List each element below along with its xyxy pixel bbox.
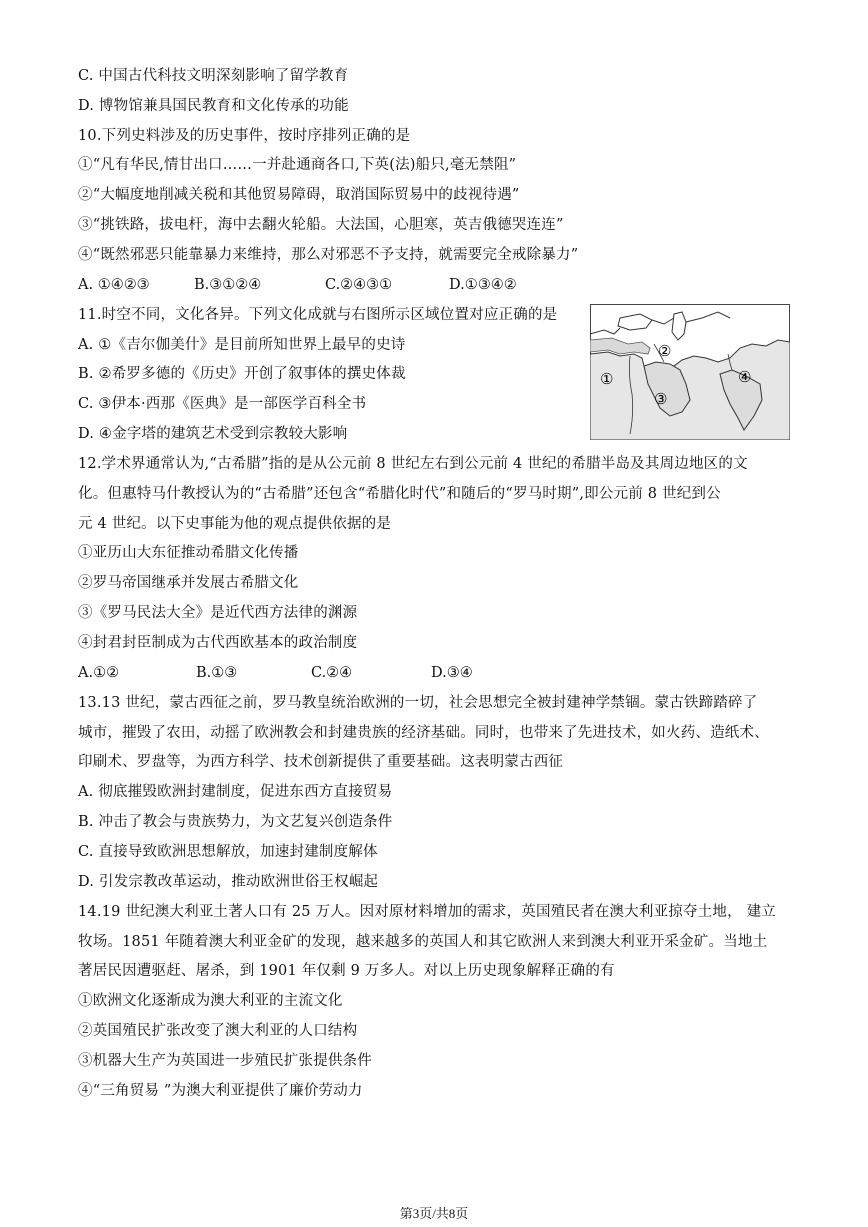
q13-option-a: A. 彻底摧毁欧洲封建制度，促进东西方直接贸易 xyxy=(78,784,393,800)
q14-item-2: ②英国殖民扩张改变了澳大利亚的人口结构 xyxy=(78,1023,358,1039)
map-label-3: ③ xyxy=(654,390,668,408)
q14-item-3: ③机器大生产为英国进一步殖民扩张提供条件 xyxy=(78,1053,372,1069)
q14-stem-line-3: 著居民因遭驱赶、屠杀，到 1901 年仅剩 9 万多人。对以上历史现象解释正确的有 xyxy=(78,963,615,979)
q14-item-1: ①欧洲文化逐渐成为澳大利亚的主流文化 xyxy=(78,993,343,1009)
q12-options xyxy=(78,663,473,683)
q12-stem-line-1: 12.学术界通常认为,“古希腊”指的是从公元前 8 世纪左右到公元前 4 世纪的希腊半岛及其周边地区的文 xyxy=(78,456,748,472)
q12-item-2: ②罗马帝国继承并发展古希腊文化 xyxy=(78,575,299,591)
q10-option-b: B.③①②④ xyxy=(194,277,262,293)
page-footer: 第3页/共8页 xyxy=(399,1206,469,1221)
q12-item-1: ①亚历山大东征推动希腊文化传播 xyxy=(78,545,299,561)
q11-stem: 11.时空不同，文化各异。下列文化成就与右图所示区域位置对应正确的是 xyxy=(78,307,558,323)
q10-source-4: ④“既然邪恶只能靠暴力来维持，那么对邪恶不予支持，就需要完全戒除暴力” xyxy=(78,247,579,263)
q14-item-4: ④“三角贸易 ”为澳大利亚提供了廉价劳动力 xyxy=(78,1083,363,1099)
q10-source-1: ①“凡有华民,情甘出口……一并赴通商各口,下英(法)船只,毫无禁阻” xyxy=(78,157,517,173)
q12-option-a: A.①② xyxy=(78,665,120,681)
q11-option-c: C. ③伊本·西那《医典》是一部医学百科全书 xyxy=(78,396,367,412)
q10-source-2: ②“大幅度地削减关税和其他贸易障碍，取消国际贸易中的歧视待遇” xyxy=(78,187,520,203)
q12-item-3: ③《罗马民法大全》是近代西方法律的渊源 xyxy=(78,605,358,621)
map-label-4: ④ xyxy=(738,368,752,386)
map-label-1: ① xyxy=(600,370,614,388)
q13-option-b: B. 冲击了教会与贵族势力，为文艺复兴创造条件 xyxy=(78,814,393,830)
q11-option-d: D. ④金字塔的建筑艺术受到宗教较大影响 xyxy=(78,426,348,442)
region-map xyxy=(590,304,790,440)
region-map-svg xyxy=(590,304,790,440)
q11-option-b: B. ②希罗多德的《历史》开创了叙事体的撰史体裁 xyxy=(78,366,406,382)
q12-stem-line-3: 元 4 世纪。以下史事能为他的观点提供依据的是 xyxy=(78,516,392,532)
q13-stem-line-3: 印刷术、罗盘等，为西方科学、技术创新提供了重要基础。这表明蒙古西征 xyxy=(78,754,564,770)
q10-option-a: A. ①④②③ xyxy=(78,277,150,293)
q14-stem-line-2: 牧场。1851 年随着澳大利亚金矿的发现，越来越多的英国人和其它欧洲人来到澳大利亚开采金矿。当地土 xyxy=(78,934,768,950)
q12-option-b: B.①③ xyxy=(196,665,238,681)
q12-item-4: ④封君封臣制成为古代西欧基本的政治制度 xyxy=(78,635,358,651)
q9-option-d: D. 博物馆兼具国民教育和文化传承的功能 xyxy=(78,98,349,114)
q13-option-d: D. 引发宗教改革运动，推动欧洲世俗王权崛起 xyxy=(78,874,379,890)
q13-stem-line-2: 城市，摧毁了农田，动摇了欧洲教会和封建贵族的经济基础。同时，也带来了先进技术，如火药、造纸术、 xyxy=(78,725,769,741)
q11-option-a: A. ①《吉尔伽美什》是目前所知世界上最早的史诗 xyxy=(78,337,406,353)
q10-source-3: ③“挑铁路，拔电杆，海中去翻火轮船。大法国，心胆寒，英吉俄德哭连连” xyxy=(78,217,564,233)
q10-stem: 10.下列史料涉及的历史事件，按时序排列正确的是 xyxy=(78,128,411,144)
q12-stem-line-2: 化。但惠特马什教授认为的“古希腊”还包含“希腊化时代”和随后的“罗马时期”,即公元前 8 世纪到公 xyxy=(78,486,721,502)
q13-option-c: C. 直接导致欧洲思想解放，加速封建制度解体 xyxy=(78,844,378,860)
q14-stem-line-1: 14.19 世纪澳大利亚土著人口有 25 万人。因对原材料增加的需求，英国殖民者在澳大利亚掠夺土地， 建立 xyxy=(78,904,776,920)
q10-options xyxy=(78,275,517,295)
q10-option-d: D.①③④② xyxy=(449,277,517,293)
q12-option-c: C.②④ xyxy=(311,665,353,681)
q13-stem-line-1: 13.13 世纪，蒙古西征之前，罗马教皇统治欧洲的一切，社会思想完全被封建神学禁锢。蒙古铁蹄踏碎了 xyxy=(78,695,758,711)
q10-option-c: C.②④③① xyxy=(325,277,393,293)
q9-option-c: C. 中国古代科技文明深刻影响了留学教育 xyxy=(78,68,349,84)
q12-option-d: D.③④ xyxy=(431,665,473,681)
map-label-2: ② xyxy=(658,342,672,360)
